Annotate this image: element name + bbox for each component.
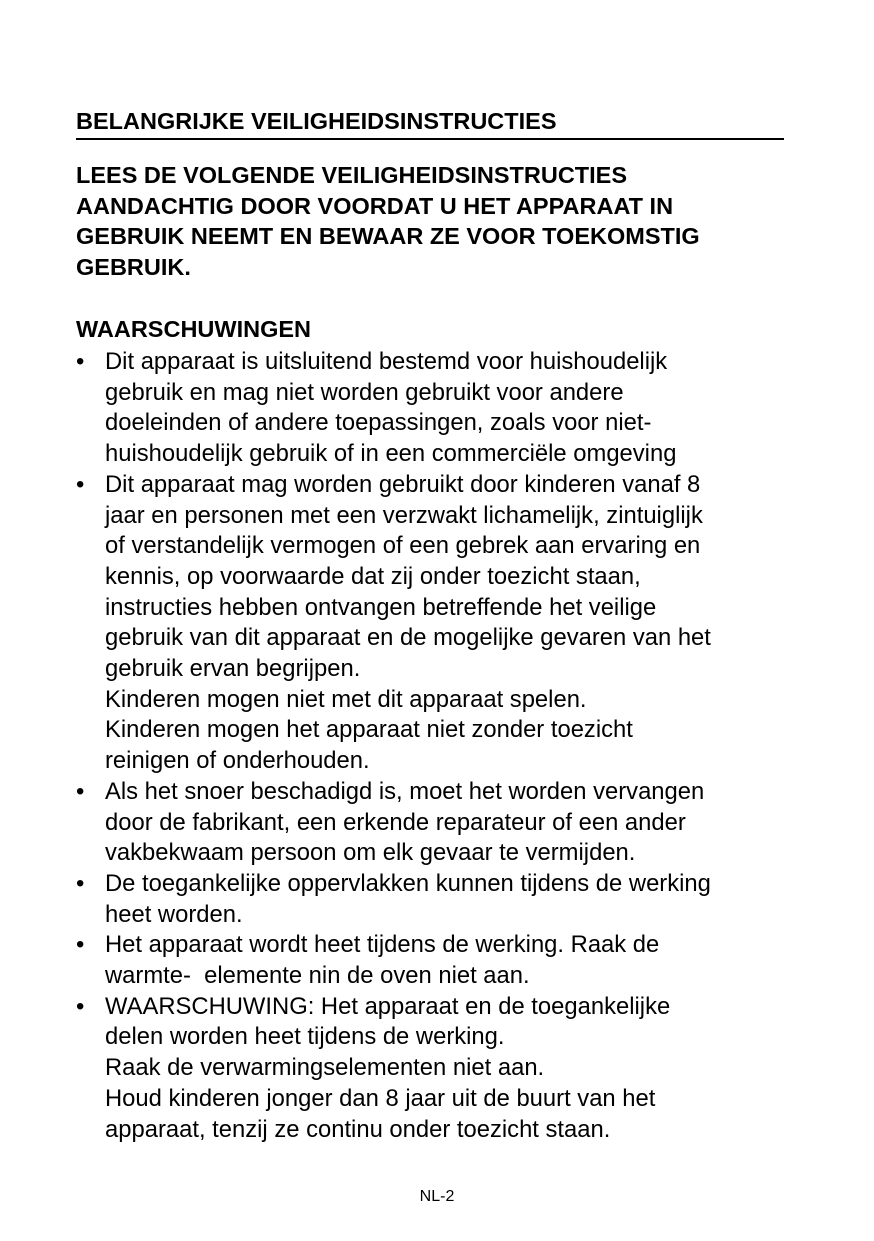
warning-line: kennis, op voorwaarde dat zij onder toezicht staan, xyxy=(105,562,641,590)
section-title: BELANGRIJKE VEILIGHEIDSINSTRUCTIES xyxy=(76,108,557,134)
warning-line: Houd kinderen jonger dan 8 jaar uit de buurt van het xyxy=(105,1084,656,1112)
bullet-icon: • xyxy=(76,348,85,375)
warning-line: warmte- elemente nin de oven niet aan. xyxy=(105,962,530,990)
bullet-icon: • xyxy=(76,992,85,1020)
warning-line: doeleinden of andere toepassingen, zoals voor niet- xyxy=(105,409,652,437)
warning-line: Het apparaat wordt heet tijdens de werking. Raak de xyxy=(105,931,660,959)
warning-line: gebruik ervan begrijpen. xyxy=(105,655,361,683)
bullet-icon: • xyxy=(76,931,85,959)
warning-line: WAARSCHUWING: Het apparaat en de toegankelijke xyxy=(105,992,671,1020)
warning-line: Dit apparaat mag worden gebruikt door kinderen vanaf 8 xyxy=(105,470,701,498)
bullet-icon: • xyxy=(76,470,85,498)
warning-line: gebruik van dit apparaat en de mogelijke gevaren van het xyxy=(105,624,711,652)
intro-line: GEBRUIK. xyxy=(76,253,191,280)
warning-line: Als het snoer beschadigd is, moet het worden vervangen xyxy=(105,777,705,805)
warning-line: instructies hebben ontvangen betreffende het veilige xyxy=(105,593,657,621)
title-underline xyxy=(76,138,784,140)
bullet-icon: • xyxy=(76,869,85,897)
warning-item xyxy=(76,470,816,777)
warning-item xyxy=(76,930,816,991)
intro-line: LEES DE VOLGENDE VEILIGHEIDSINSTRUCTIES xyxy=(76,162,628,188)
warning-item xyxy=(76,869,816,930)
warning-item xyxy=(76,347,816,470)
warning-line: delen worden heet tijdens de werking. xyxy=(105,1023,505,1051)
warning-line: apparaat, tenzij ze continu onder toezicht staan. xyxy=(105,1115,611,1143)
warnings-heading: WAARSCHUWINGEN xyxy=(76,316,311,342)
warning-line: De toegankelijke oppervlakken kunnen tijdens de werking xyxy=(105,869,711,897)
warning-line: of verstandelijk vermogen of een gebrek aan ervaring en xyxy=(105,532,701,560)
warning-line: vakbekwaam persoon om elk gevaar te vermijden. xyxy=(105,839,636,867)
warning-line: jaar en personen met een verzwakt lichamelijk, zintuiglijk xyxy=(105,501,703,529)
warning-line: Kinderen mogen niet met dit apparaat spelen. xyxy=(105,685,587,713)
warning-line: Raak de verwarmingselementen niet aan. xyxy=(105,1054,545,1082)
warning-line: Kinderen mogen het apparaat niet zonder toezicht xyxy=(105,716,633,744)
warning-line: huishoudelijk gebruik of in een commerciële omgeving xyxy=(105,440,677,468)
warning-item xyxy=(76,992,816,1146)
intro-line: AANDACHTIG DOOR VOORDAT U HET APPARAAT IN xyxy=(76,192,674,219)
intro-paragraph xyxy=(76,160,796,282)
warning-line: door de fabrikant, een erkende reparateur of een ander xyxy=(105,808,686,836)
bullet-icon: • xyxy=(76,777,85,805)
warning-line: Dit apparaat is uitsluitend bestemd voor huishoudelijk xyxy=(105,348,668,375)
warning-item xyxy=(76,777,816,869)
intro-line: GEBRUIK NEEMT EN BEWAAR ZE VOOR TOEKOMSTIG xyxy=(76,223,700,249)
page-number: NL-2 xyxy=(419,1188,455,1205)
warnings-list xyxy=(76,347,816,1145)
warning-line: heet worden. xyxy=(105,900,243,928)
warning-line: gebruik en mag niet worden gebruikt voor andere xyxy=(105,378,624,406)
warning-line: reinigen of onderhouden. xyxy=(105,747,370,775)
